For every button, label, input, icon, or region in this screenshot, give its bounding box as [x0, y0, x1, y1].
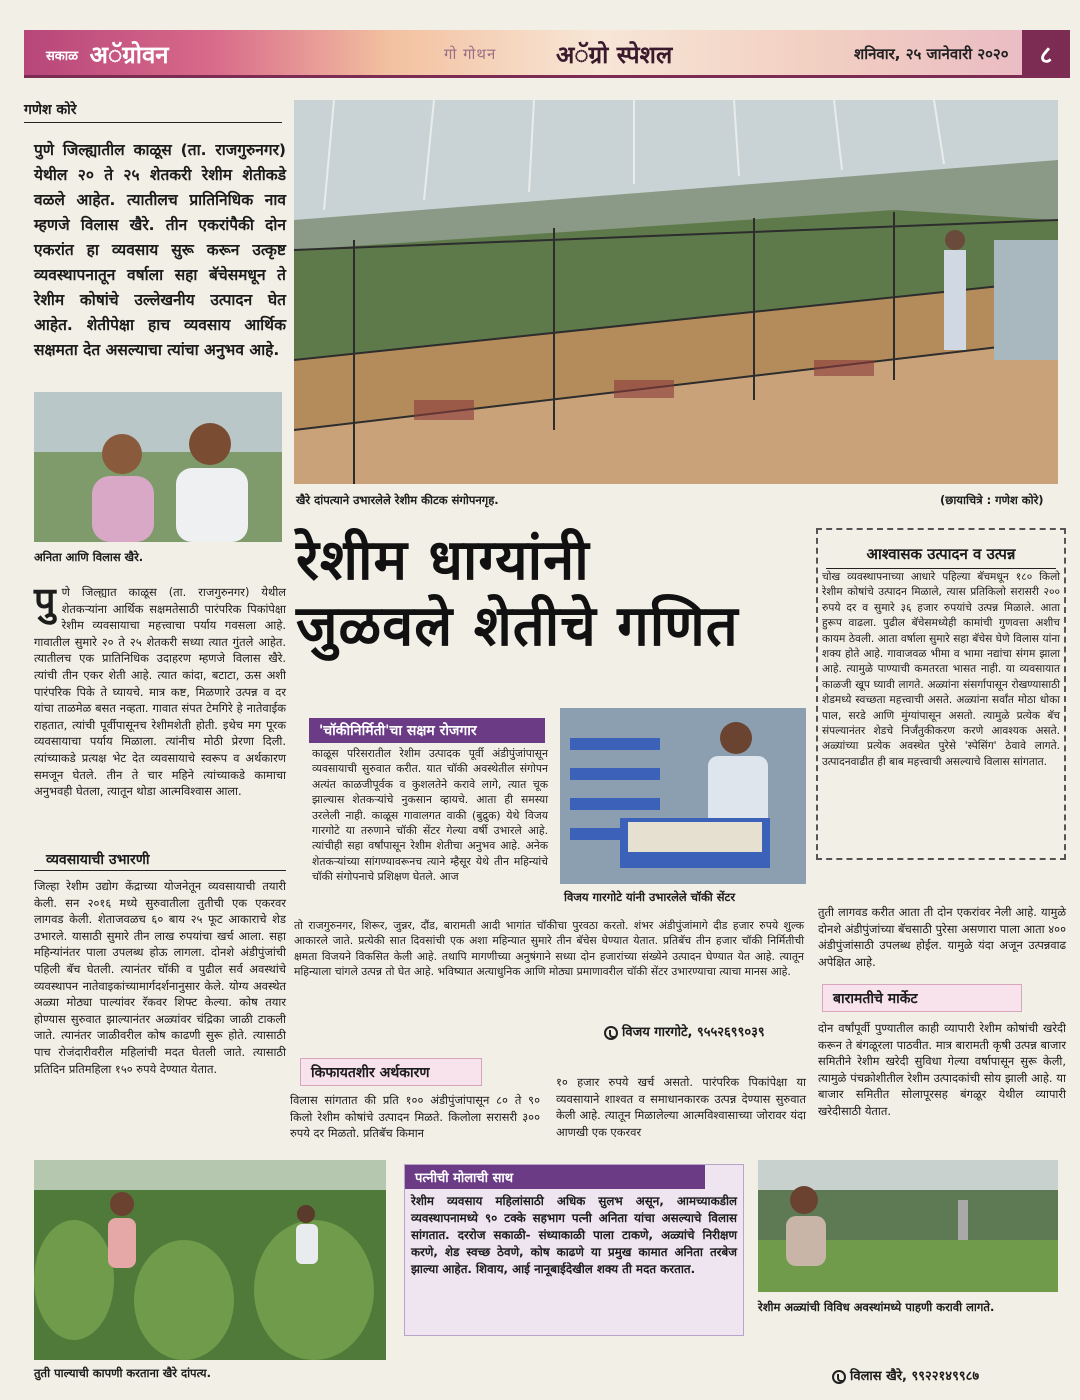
headline-line2: जुळवले शेतीचे गणित — [296, 594, 739, 659]
setup-subhead: व्यवसायाची उभारणी — [46, 852, 150, 868]
chawki-illustration — [560, 708, 806, 884]
wife-box — [404, 1164, 744, 1336]
baramati-text: दोन वर्षांपूर्वी पुण्यातील काही व्यापारी रेशीम कोषांची खरेदी करून ते बंगळूरला पाठवीत. मात्र बारामती कृषी उत्पन्न बाजार समितीने रेशीम खरेदी सुविधा गेल्या वर्षापासून सुरू केली, त्यामुळे पंचक्रोशीतील रेशीम उत्पादकांची सोय झाली आहे. या बाजार समितीत सोलापूरसह बंगळूर येथील व्यापारी खरेदीसाठी येतात. — [818, 1021, 1066, 1118]
field-illustration — [34, 1160, 386, 1360]
chawki-center-photo — [560, 708, 806, 884]
economics-title-box — [300, 1058, 482, 1086]
couple-photo — [34, 392, 282, 542]
chawki-caption: विजय गारगोटे यांनी उभारलेले चॉकी सेंटर — [564, 890, 736, 904]
left-column-para2: जिल्हा रेशीम उद्योग केंद्राच्या योजनेतून व्यवसायाची तयारी केली. सन २०१६ मध्ये सुरुवातीला तुतीची एक एकरवर लागवड केली. शेताजवळच ६० बाय २५ फूट आकाराचे शेड उभारले. यासाठी सुमारे तीन लाख रुपयांचा खर्च आला. सहा महिन्यांनंतर पाला उपलब्ध होऊ लागला. दोनशे अंडीपुंजांची पहिली बॅच घेतली. त्यानंतर चॉकी व पुढील सर्व अवस्थांचे व्यवस्थापन नातेवाइकांच्यामार्गदर्शनानुसार केले. योग्य अवस्थेत अळ्या मोठ्या पाल्यांवर रॅकवर शिफ्ट केल्या. कोष तयार होण्यास सुरुवात झाल्यानंतर अळ्यांवर चंद्रिका जाळी टाकली जाते. त्यानंतर जाळीवरील कोष काढणी सुरू होते. त्यासाठी पाच रोजंदारीवरील महिलांची मदत घेतली जाते. त्यासाठी प्रतिदिन प्रतिमहिला १५० रुपये देण्यात येतात. — [34, 879, 286, 1076]
baramati-title-box — [822, 984, 1022, 1012]
rearing-shed-illustration — [294, 100, 1058, 484]
wife-box-text: रेशीम व्यवसाय महिलांसाठी अधिक सुलभ असून, आमच्याकडील व्यवस्थापनामध्ये ९० टक्के सहभाग पत्नी अनिता यांचा असल्याचे विलास सांगतात. दररोज सकाळी- संध्याकाळी पाला टाकणे, अळ्यांचे निरीक्षण करणे, शेड स्वच्छ ठेवणे, कोष काढणे या प्रमुख कामात अनिता तरबेज झाल्या आहेत. शिवाय, आई नानूबाईदेखील शक्य ती मदत करतात. — [411, 1194, 737, 1276]
production-box-text: चोख व्यवस्थापनाच्या आधारे पहिल्या बॅचमधून १८० किलो रेशीम कोषांचे उत्पादन मिळाले, त्यास प्रतिकिलो सरासरी २०० रुपये दर व सुमारे ३६ हजार रुपयांचे उत्पन्न मिळाले. आता हुरूप वाढला. पुढील बॅचेसमध्येही कामांची गुणवत्ता अशीच कायम ठेवली. आता वर्षाला सुमारे सहा बॅचेस घेणे विलास यांना शक्य होते आहे. गावाजवळ भीमा व भामा नद्यांचा संगम झाला आहे. त्यामुळे पाण्याची कमतरता भासत नाही. या व्यवसायात काळजी खूप घ्यावी लागते. अळ्यांना संसर्गापासून रोखण्यासाठी शेडमध्ये स्वच्छता महत्त्वाची असते. अळ्यांना सर्वांत मोठा धोका पाल, सरडे आणि मुंग्यांपासून असतो. त्यामुळे प्रत्येक बॅच संपल्यानंतर शेडचे निर्जंतुकीकरण करणे आवश्यक असते. अळ्यांच्या प्रत्येक अवस्थेत पुरेसे 'स्पेसिंग' ठेवावे लागते. उत्पादनवाढीत ही बाब महत्त्वाची असल्याचे विलास सांगतात. — [822, 571, 1060, 768]
chawki-text-bottom: तो राजगुरुनगर, शिरूर, जुन्नर, दौंड, बारामती आदी भागांत चॉकीचा पुरवठा करतो. शंभर अंडीपुंजांमागे दीड हजार रुपये शुल्क आकारले जाते. प्रत्येकी सात दिवसांची एक अशा महिन्यात सुमारे तीन बॅचेस घेण्यात येतात. प्रतिबॅच तीन हजार चॉकी निर्मितीची क्षमता विजयने विकसित केली आहे. तथापि मागणीच्या अनुषंगाने सध्या दोन हजारांच्या संख्येने उत्पादन घेण्यात येत आहे. त्यातून महिन्याला चांगले उत्पन्न तो घेत आहे. भविष्यात अत्याधुनिक आणि मोठ्या प्रमाणावरील चॉकी सेंटर उभारण्याचा त्याचा मानस आहे. — [294, 919, 804, 979]
dropcap: पु — [34, 579, 56, 623]
main-headline — [296, 528, 796, 660]
setup-rule — [34, 870, 286, 871]
economics-col1: विलास सांगतात की प्रति १०० अंडीपुंजांपासून ८० ते ९० किलो रेशीम कोषांचे उत्पादन मिळते. किलोला सरासरी ३०० रुपये दर मिळतो. प्रतिबॅच किमान — [290, 1093, 540, 1141]
page-number: ८ — [1022, 30, 1070, 78]
issue-date: शनिवार, २५ जानेवारी २०२० — [854, 45, 1009, 63]
section-ghost-text: गो गोथन — [444, 45, 497, 63]
left-para1-text: णे जिल्ह्यात काळूस (ता. राजगुरुनगर) येथील शेतकऱ्यांना आर्थिक सक्षमतेसाठी पारंपरिक पिकांपेक्षा रेशीम व्यवसायाचा महत्त्वाचा पर्याय गवसला आहे. गावातील सुमारे २० ते २५ शेतकरी सध्या त्यात गुंतले आहेत. त्यातीलच एक प्रातिनिधिक उदाहरण म्हणजे विलास खैरे. त्यांची तीन एकर शेती आहे. त्यात कांदा, बटाटा, ऊस अशी पारंपरिक पिके ते घ्यायचे. मात्र कष्ट, मिळणारे उत्पन्न व दर यांचा ताळमेळ बसत नव्हता. गावात संपत टेमगिरे हे नातेवाईक राहतात, त्यांची पूर्वीपासूनच रेशीमशेती होती. इथेच मग पूरक व्यवसायाचा पर्याय मिळाला. त्यांनीच मोठी प्रेरणा दिली. त्यांच्याकडे प्रत्यक्ष भेट देत व्यवसायाचे स्वरूप व अर्थकारण समजून घेतले. तीन ते चार महिने त्यांच्याकडे कामाचा अनुभवही घेतला, त्यातून थोडा आत्मविश्वास आला. — [34, 585, 286, 799]
production-box — [816, 528, 1066, 860]
production-box-title: आश्वासक उत्पादन व उत्पन्न — [866, 545, 1016, 563]
masthead — [24, 30, 1070, 78]
headline-line1: रेशीम धाग्यांनी — [296, 528, 590, 593]
intro-paragraph: पुणे जिल्ह्यातील काळूस (ता. राजगुरुनगर) येथील २० ते २५ शेतकरी रेशीम शेतीकडे वळले आहेत. त्यातीलच प्रातिनिधिक नाव म्हणजे विलास खैरे. तीन एकरांपैकी दोन एकरांत हा व्यवसाय सुरू करून उत्कृष्ट व्यवस्थापनातून वर्षाला सहा बॅचेसमधून ते रेशीम कोषांचे उल्लेखनीय उत्पादन घेत आहेत. शेतीपेक्षा हाच व्यवसाय आर्थिक सक्षमता देत असल्याचा त्यांचा अनुभव आहे. — [34, 141, 286, 359]
economics-col2: १० हजार रुपये खर्च असतो. पारंपरिक पिकांपेक्षा या व्यवसायाने शाश्वत व समाधानकारक उत्पन्न देण्यास सुरुवात केली आहे. त्यातून मिळालेल्या आत्मविश्वासाच्या जोरावर यंदा आणखी एक एकरवर — [556, 1075, 806, 1139]
brand-small: सकाळ — [46, 48, 79, 64]
masthead-brand — [46, 38, 169, 71]
chawki-text-top: काळूस परिसरातील रेशीम उत्पादक पूर्वी अंडीपुंजांपासून व्यवसायाची सुरुवात करीत. यात चॉकी अवस्थेतील संगोपन अत्यंत काळजीपूर्वक व कुशलतेने करावे लागे, त्यात चूक झाल्यास शेतकऱ्यांचे नुकसान व्हायचे. आता ही समस्या उरलेली नाही. काळूस गावालगत वाकी (बुद्रुक) येथे विजय गारगोटे या तरुणाने चॉकी सेंटर गेल्या वर्षी उभारले आहे. त्यांचीही सहा वर्षांपासून रेशीम शेतीचा अनुभव आहे. अनेक शेतकऱ्यांच्या सांगण्यावरूनच त्याने म्हैसूर येथे तीन महिन्यांचे चॉकी संगोपनाचे प्रशिक्षण घेतले. आज — [312, 747, 548, 884]
couple-illustration — [34, 392, 282, 542]
section-title: अॅग्रो स्पेशल — [556, 41, 673, 69]
chawki-contact-text: विजय गारगोटे, ९५५२६९९०३९ — [622, 1025, 765, 1040]
production-continued: तुती लागवड करीत आता ती दोन एकरांवर नेली आहे. यामुळे दोनशे अंडीपुंजांच्या बॅचसाठी पुरेसा असणारा पाला आता ४०० अंडीपुंजांसाठी उपलब्ध होईल. यामुळे यंदा अजून उत्पन्नवाढ अपेक्षित आहे. — [818, 905, 1066, 969]
silkworm-inspection-photo — [758, 1160, 1058, 1292]
inspection-illustration — [758, 1160, 1058, 1292]
wife-box-title: पत्नीची मोलाची साथ — [405, 1165, 705, 1189]
chawki-contact — [604, 1022, 765, 1040]
phone-icon — [832, 1370, 846, 1384]
wife-contact — [832, 1366, 979, 1384]
economics-title: किफायतशीर अर्थकारण — [311, 1065, 430, 1081]
field-caption: तुती पाल्याची कापणी करताना खैरे दांपत्य. — [34, 1366, 211, 1380]
left-column-para1 — [34, 579, 286, 800]
wife-contact-text: विलास खैरे, ९९२२१४९९८७ — [850, 1369, 980, 1384]
chawki-box-title: 'चॉकीनिर्मिती'चा सक्षम रोजगार — [309, 718, 545, 743]
phone-icon — [604, 1026, 618, 1040]
main-photo-caption: खैरे दांपत्याने उभारलेले रेशीम कीटक संगोपनगृह. — [296, 493, 499, 507]
mulberry-field-photo — [34, 1160, 386, 1360]
brand-name: अॅग्रोवन — [89, 41, 169, 69]
photo-credit: (छायाचित्रे : गणेश कोरे) — [940, 493, 1044, 507]
baramati-title: बारामतीचे मार्केट — [833, 991, 918, 1007]
rearing-shed-photo — [294, 100, 1058, 484]
couple-caption: अनिता आणि विलास खैरे. — [34, 550, 144, 564]
production-rule — [826, 568, 1056, 569]
byline-rule — [24, 122, 282, 123]
worms-caption: रेशीम अळ्यांची विविध अवस्थांमध्ये पाहणी करावी लागते. — [758, 1300, 995, 1314]
byline: गणेश कोरे — [24, 102, 77, 118]
